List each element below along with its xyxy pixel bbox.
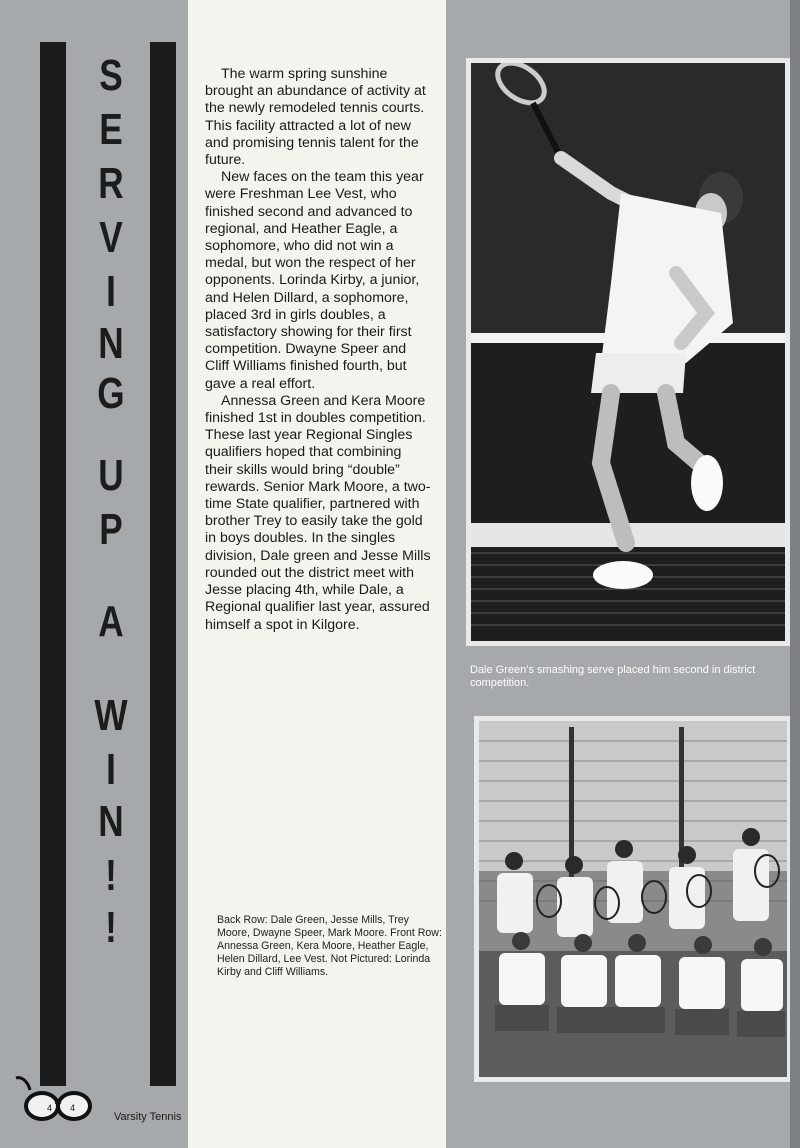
page-edge	[790, 0, 800, 1148]
title-letter: S	[99, 51, 123, 100]
page-number-badge	[12, 1074, 94, 1129]
title-letter: !	[105, 903, 117, 952]
team-photo-image	[479, 721, 787, 1077]
title-letter: N	[98, 319, 124, 368]
article-paragraph: Annessa Green and Kera Moore finished 1st in doubles competition. These last year Regional Singles qualifiers hoped that combining their skills would bring “double” rewards. Senior Mark Moore, a two-time State qualifier, partnered with brother Trey to easily take the gold in boys doubles. In the singles division, Dale green and Jesse Mills rounded out the district meet with Jesse placing 4th, while Dale, a Regional qualifier last year, assured himself a spot in Kilgore.	[205, 392, 431, 633]
team-photo-caption: Back Row: Dale Green, Jesse Mills, Trey Moore, Dwayne Speer, Mark Moore. Front Row: Annessa Green, Kera Moore, Heather Eagle, Helen Dillard, Lee Vest. Not Pictured: Lorinda Kirby and Cliff Williams.	[217, 914, 442, 978]
title-letter: G	[97, 369, 125, 418]
title-letter: I	[106, 267, 116, 316]
title-bar-left	[40, 42, 66, 1086]
page-number: 44	[47, 1103, 94, 1113]
title-letter: E	[99, 105, 123, 154]
serve-photo	[466, 58, 790, 646]
serve-photo-caption: Dale Green’s smashing serve placed him second in district competition.	[470, 664, 756, 689]
title-letter: !	[105, 851, 117, 900]
title-letter: W	[94, 691, 128, 740]
section-label: Varsity Tennis	[114, 1111, 182, 1123]
vertical-title	[74, 42, 148, 1042]
title-letter: U	[98, 451, 124, 500]
serve-photo-image	[471, 63, 785, 641]
article-paragraph: New faces on the team this year were Freshman Lee Vest, who finished second and advanced to regional, and Heather Eagle, a sophomore, who did not win a medal, but won the respect of her opponents. Lorinda Kirby, a junior, and Helen Dillard, a sophomore, placed 3rd in girls doubles, a satisfactory showing for their first competition. Dwayne Speer and Cliff Williams finished fourth, but gave a real effort.	[205, 169, 424, 392]
title-letter: R	[98, 159, 124, 208]
title-letter: A	[98, 597, 124, 646]
team-photo	[474, 716, 792, 1082]
title-letter: I	[106, 745, 116, 794]
glasses-icon	[12, 1074, 94, 1124]
title-letter: N	[98, 797, 124, 846]
article-body	[205, 66, 431, 634]
title-letter: P	[99, 505, 123, 554]
title-bar-right	[150, 42, 176, 1086]
article-paragraph: The warm spring sunshine brought an abundance of activity at the newly remodeled tennis courts. This facility attracted a lot of new and promising tennis talent for the future.	[205, 66, 426, 169]
title-letter: V	[99, 213, 123, 262]
